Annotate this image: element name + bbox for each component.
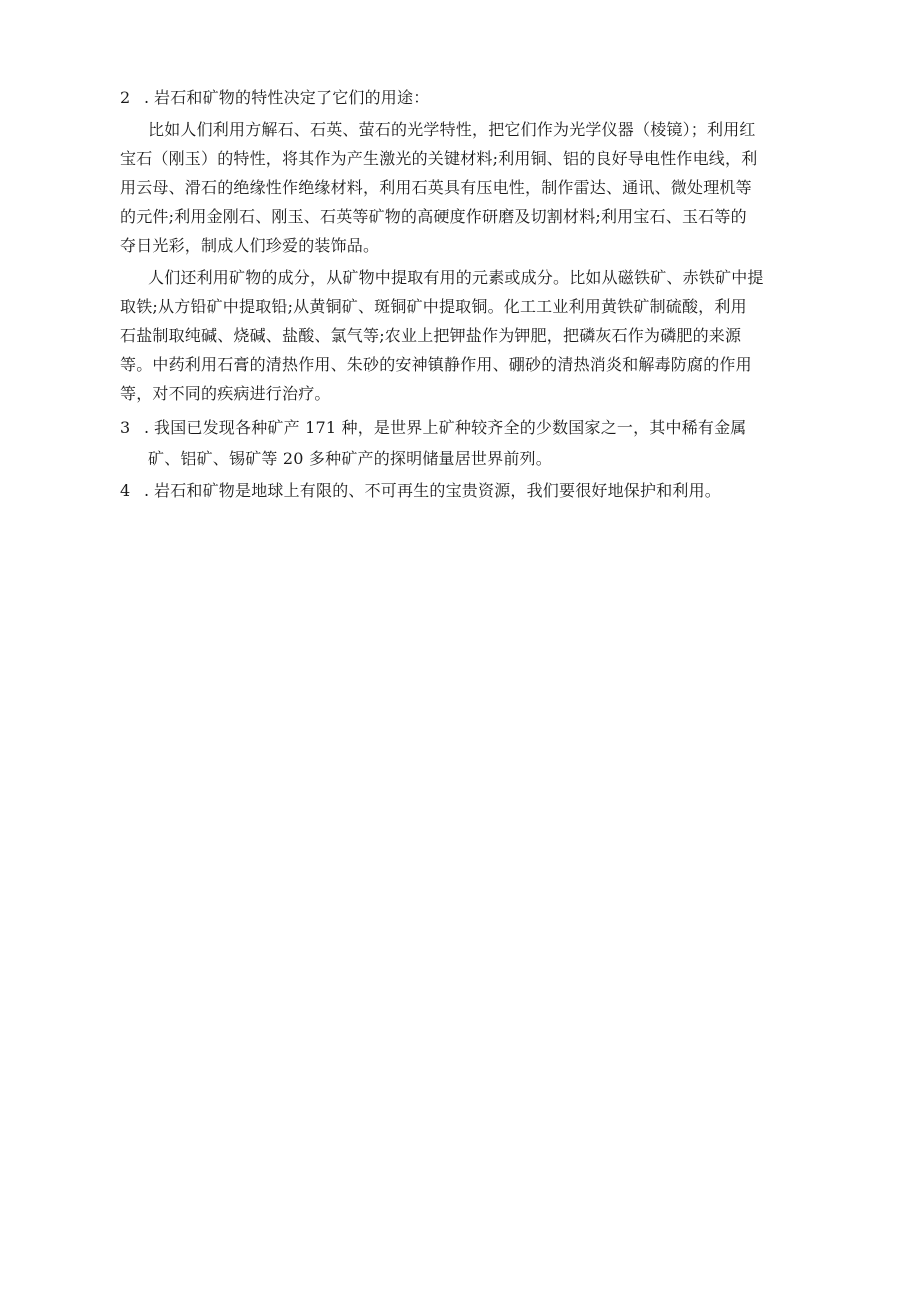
paragraph-2-line: 等，对不同的疾病进行治疗。 [120, 384, 331, 403]
item-4-line [120, 481, 721, 501]
paragraph-1-line: 的元件;利用金刚石、刚玉、石英等矿物的高硬度作研磨及切割材料;利用宝石、玉石等的 [120, 207, 747, 226]
paragraph-1-line: 用云母、滑石的绝缘性作绝缘材料，利用石英具有压电性，制作雷达、通讯、微处理机等 [120, 178, 752, 197]
item-4-marker: . [144, 481, 150, 500]
item-3-number: 3 [120, 418, 131, 437]
item-2-marker: . [144, 88, 150, 107]
paragraph-1-line: 比如人们利用方解石、石英、萤石的光学特性，把它们作为光学仪器（棱镜）；利用红 [148, 120, 756, 139]
item-2-heading: 岩石和矿物的特性决定了它们的用途： [154, 88, 430, 107]
paragraph-1-line: 宝石（刚玉）的特性，将其作为产生激光的关键材料;利用铜、铝的良好导电性作电线，利 [120, 149, 758, 168]
paragraph-2-line: 取铁;从方铅矿中提取铅;从黄铜矿、斑铜矿中提取铜。化工工业利用黄铁矿制硫酸，利用 [120, 297, 747, 316]
paragraph-2-line: 等。中药利用石膏的清热作用、朱砂的安神镇静作用、硼砂的清热消炎和解毒防腐的作用 [120, 355, 752, 374]
item-3-marker: . [144, 418, 150, 437]
item-3-text: 我国已发现各种矿产 171 种，是世界上矿种较齐全的少数国家之一，其中稀有金属 [154, 418, 747, 437]
item-2-number: 2 [120, 88, 131, 107]
item-4-number: 4 [120, 481, 131, 500]
item-3-continuation: 矿、铝矿、锡矿等 20 多种矿产的探明储量居世界前列。 [148, 449, 552, 468]
item-3-line [120, 418, 747, 438]
item-4-text: 岩石和矿物是地球上有限的、不可再生的宝贵资源，我们要很好地保护和利用。 [154, 481, 722, 500]
paragraph-2-line: 石盐制取纯碱、烧碱、盐酸、氯气等;农业上把钾盐作为钾肥，把磷灰石作为磷肥的来源 [120, 326, 742, 345]
item-2-heading-line [120, 88, 429, 108]
paragraph-1-line: 夺日光彩，制成人们珍爱的装饰品。 [120, 236, 380, 255]
paragraph-2-line: 人们还利用矿物的成分，从矿物中提取有用的元素或成分。比如从磁铁矿、赤铁矿中提 [148, 268, 764, 287]
